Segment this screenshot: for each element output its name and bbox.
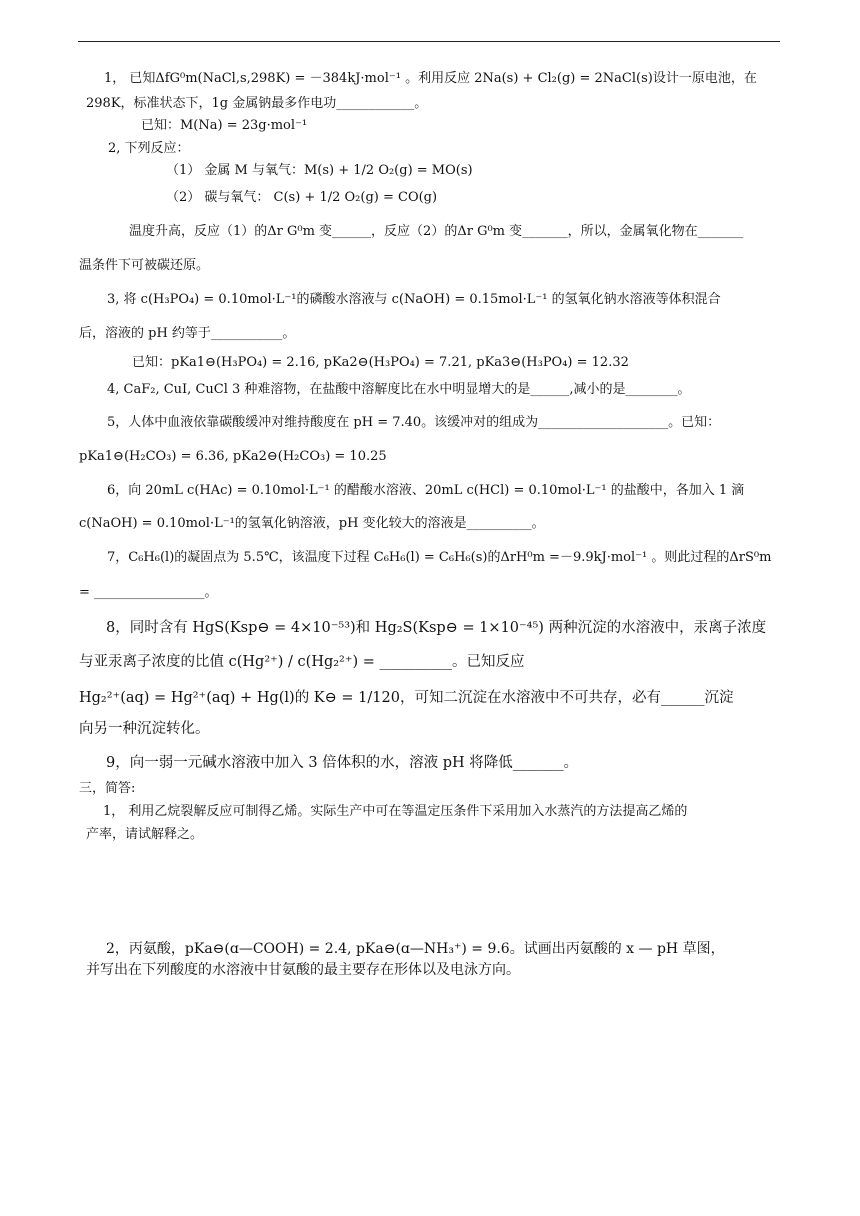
q2-line4: 温度升高，反应（1）的Δr G⁰m 变______，反应（2）的Δr G⁰m 变_______，所以，金属氧化物在_______ (129, 224, 744, 239)
q1-line1: 1， 已知ΔfG⁰m(NaCl,s,298K) = －384kJ·mol⁻¹ 。利用反应 2Na(s) + Cl₂(g) = 2NaCl(s)设计一原电池，在 (104, 71, 757, 86)
q7-line1: 7，C₆H₆(l)的凝固点为 5.5℃，该温度下过程 C₆H₆(l) = C₆H₆(s)的ΔrH⁰m =－9.9kJ·mol⁻¹ 。则此过程的ΔrS⁰m (107, 550, 772, 565)
q9-line1: 9，向一弱一元碱水溶液中加入 3 倍体积的水，溶液 pH 将降低_______。 (106, 755, 579, 771)
q8-line1: 8，同时含有 HgS(Ksp⊖ = 4×10⁻⁵³)和 Hg₂S(Ksp⊖ = 1×10⁻⁴⁵) 两种沉淀的水溶液中，汞离子浓度 (106, 620, 767, 636)
q3-line2: 后，溶液的 pH 约等于___________。 (79, 326, 296, 341)
q6-line2: c(NaOH) = 0.10mol·L⁻¹的氢氧化钠溶液，pH 变化较大的溶液是__________。 (79, 516, 545, 531)
q8-line4: 向另一种沉淀转化。 (79, 721, 210, 737)
q2-line1: 2, 下列反应： (108, 141, 190, 156)
q2-reaction1: （1） 金属 M 与氧气：M(s) + 1/2 O₂(g) = MO(s) (166, 163, 473, 178)
q3-line1: 3, 将 c(H₃PO₄) = 0.10mol·L⁻¹的磷酸水溶液与 c(NaOH) = 0.15mol·L⁻¹ 的氢氧化钠水溶液等体积混合 (107, 292, 721, 307)
q1-given: 已知：M(Na) = 23g·mol⁻¹ (141, 118, 308, 133)
q7-line2: = _________________。 (79, 585, 218, 600)
s1-line2: 产率，请试解释之。 (86, 827, 204, 842)
q6-line1: 6，向 20mL c(HAc) = 0.10mol·L⁻¹ 的醋酸水溶液、20mL c(HCl) = 0.10mol·L⁻¹ 的盐酸中，各加入 1 滴 (107, 483, 745, 498)
q2-line5: 温条件下可被碳还原。 (79, 258, 210, 273)
q4-line1: 4, CaF₂, CuI, CuCl 3 种难溶物，在盐酸中溶解度比在水中明显增大的是______,减小的是________。 (107, 382, 691, 397)
q3-given: 已知：pKa1⊖(H₃PO₄) = 2.16, pKa2⊖(H₃PO₄) = 7.21, pKa3⊖(H₃PO₄) = 12.32 (132, 355, 629, 370)
q2-reaction2: （2） 碳与氧气： C(s) + 1/2 O₂(g) = CO(g) (166, 190, 438, 205)
q1-line2: 298K，标准状态下，1g 金属钠最多作电功____________。 (86, 96, 428, 111)
q5-given: pKa1⊖(H₂CO₃) = 6.36, pKa2⊖(H₂CO₃) = 10.25 (79, 449, 387, 464)
q5-line1: 5，人体中血液依靠碳酸缓冲对维持酸度在 pH = 7.40。该缓冲对的组成为____________________。已知： (107, 415, 721, 430)
s1-line1: 1， 利用乙烷裂解反应可制得乙烯。实际生产中可在等温定压条件下采用加入水蒸汽的方法提高乙烯的 (103, 804, 688, 819)
section3-heading: 三，简答: (79, 781, 136, 796)
header-rule (78, 41, 780, 42)
q8-line2: 与亚汞离子浓度的比值 c(Hg²⁺) / c(Hg₂²⁺) = __________。已知反应 (79, 654, 525, 670)
q8-line3: Hg₂²⁺(aq) = Hg²⁺(aq) + Hg(l)的 K⊖ = 1/120，可知二沉淀在水溶液中不可共存，必有______沉淀 (79, 690, 734, 706)
s2-line2: 并写出在下列酸度的水溶液中甘氨酸的最主要存在形体以及电泳方向。 (86, 962, 520, 978)
s2-line1: 2，丙氨酸，pKa⊖(ɑ—COOH) = 2.4, pKa⊖(ɑ—NH₃⁺) = 9.6。试画出丙氨酸的 x — pH 草图， (106, 941, 725, 957)
